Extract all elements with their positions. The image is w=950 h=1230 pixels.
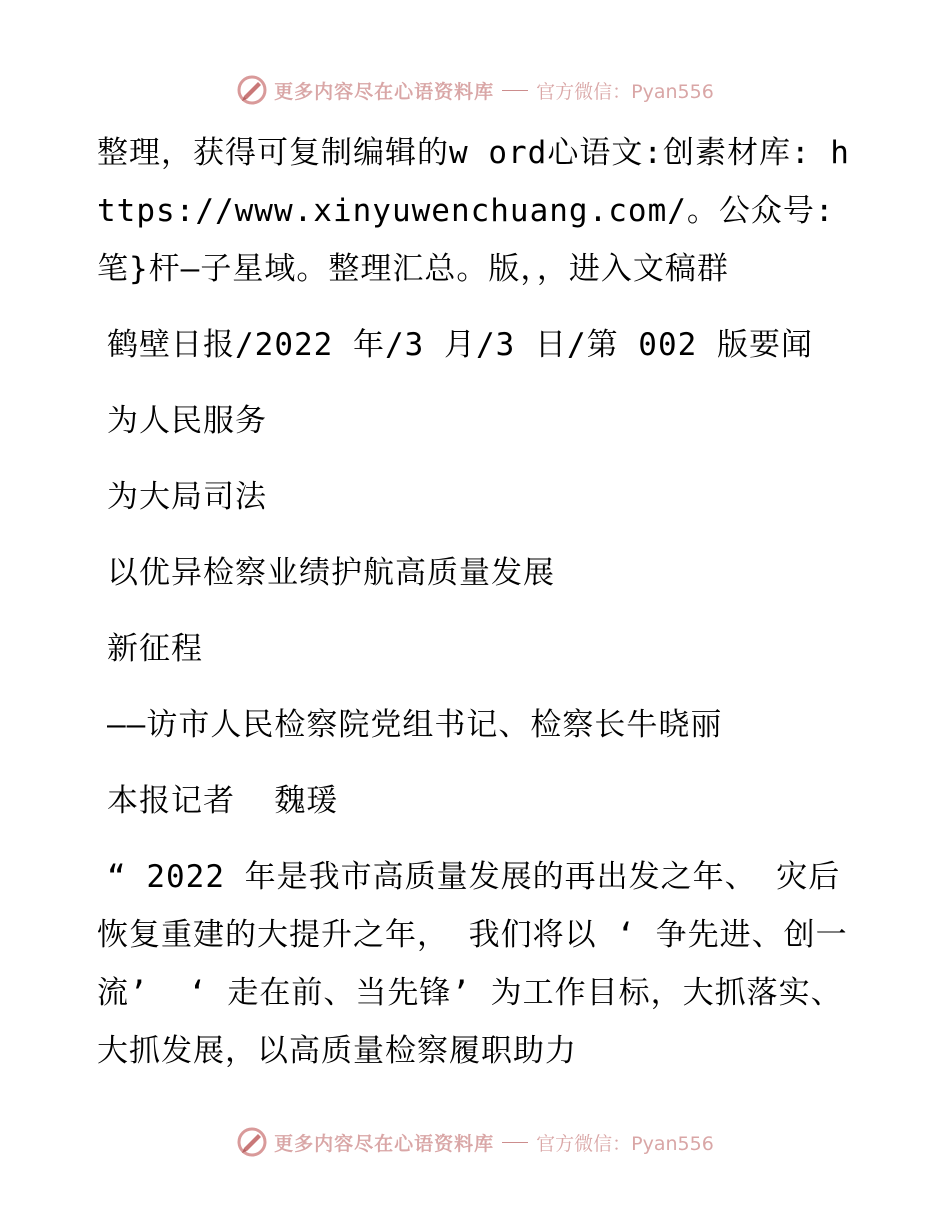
headline-line-4: 新征程	[107, 631, 203, 667]
watermark-dash	[502, 90, 528, 91]
subheadline: ——访市人民检察院党组书记、检察长牛晓丽	[107, 707, 723, 743]
header-watermark	[0, 68, 950, 112]
watermark-brand-text: 更多内容尽在心语资料库	[274, 1132, 495, 1155]
pen-logo-icon	[236, 1126, 268, 1158]
pen-logo-icon	[236, 74, 268, 106]
intro-paragraph: 整理，获得可复制编辑的w ord心语文:创素材库: https://www.xinyuwenchuang.com/。公众号: 笔}杆—子星域。整理汇总。版，，进入文稿群	[97, 135, 855, 287]
watermark-wechat-text: 官方微信：Pyan556	[536, 1132, 714, 1155]
footer-watermark	[0, 1120, 950, 1164]
headline-line-2: 为大局司法	[107, 479, 267, 515]
byline: 本报记者 魏瑗	[107, 783, 339, 819]
body-paragraph: “ 2022 年是我市高质量发展的再出发之年、 灾后恢复重建的大提升之年， 我们将以 ‘ 争先进、创一流’ ‘ 走在前、当先锋’ 为工作目标，大抓落实、大抓发展，以高质量检察履职助力	[97, 859, 848, 1069]
watermark-dash	[502, 1142, 528, 1143]
document-body	[97, 124, 857, 1098]
watermark-brand-text: 更多内容尽在心语资料库	[274, 80, 495, 103]
publication-line: 鹤壁日报/2022 年/3 月/3 日/第 002 版要闻	[107, 327, 813, 363]
watermark-wechat-text: 官方微信：Pyan556	[536, 80, 714, 103]
headline-line-1: 为人民服务	[107, 403, 267, 439]
headline-line-3: 以优异检察业绩护航高质量发展	[107, 555, 555, 591]
